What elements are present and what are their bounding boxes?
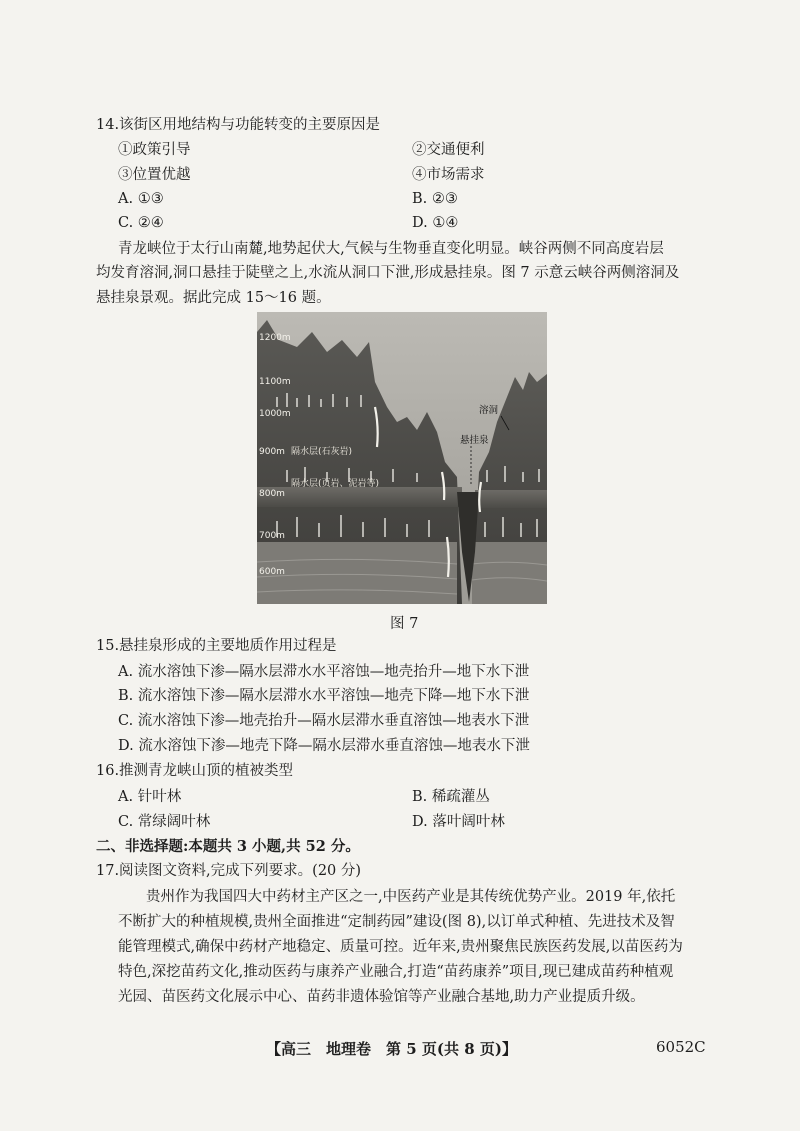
shale-layer-left: [257, 487, 462, 507]
q14-item-2: ②交通便利: [412, 142, 485, 158]
elevation-1100: 1100m: [259, 377, 291, 387]
elevation-800: 800m: [259, 489, 285, 499]
elevation-1200: 1200m: [259, 333, 291, 343]
figure-caption: 图 7: [390, 616, 419, 632]
q15-stem: 15.悬挂泉形成的主要地质作用过程是: [96, 638, 337, 654]
q16-option-d: D. 落叶阔叶林: [412, 814, 505, 830]
q14-option-c: C. ②④: [118, 215, 164, 231]
base-strata-right: [472, 542, 547, 604]
figure-7: [257, 312, 547, 604]
q15-option-a: A. 流水溶蚀下渗—隔水层滞水水平溶蚀—地壳抬升—地下水下泄: [118, 664, 530, 680]
q16-option-c: C. 常绿阔叶林: [118, 814, 211, 830]
elevation-600: 600m: [259, 567, 285, 577]
label-aquiclude-limestone: 隔水层(石灰岩): [291, 447, 353, 457]
canyon-illustration: [257, 312, 547, 604]
q14-item-1: ①政策引导: [118, 142, 191, 158]
q15-option-d: D. 流水溶蚀下渗—地壳下降—隔水层滞水垂直溶蚀—地表水下泄: [118, 738, 530, 754]
intro-line-2: 均发育溶洞,洞口悬挂于陡壁之上,水流从洞口下泄,形成悬挂泉。图 7 示意云峡谷两侧溶洞及: [96, 265, 680, 281]
base-strata-left: [257, 542, 457, 604]
label-aquiclude-shale: 隔水层(页岩、泥岩等): [291, 479, 380, 489]
q14-item-3: ③位置优越: [118, 167, 191, 183]
q17-line-4: 特色,深挖苗药文化,推动医药与康养产业融合,打造“苗药康养”项目,现已建成苗药种植观: [118, 964, 674, 980]
elevation-1000: 1000m: [259, 409, 291, 419]
intro-line-3: 悬挂泉景观。据此完成 15～16 题。: [96, 290, 331, 306]
page-footer: 【高三 地理卷 第 5 页(共 8 页)】: [266, 1040, 517, 1058]
label-cave: 溶洞: [479, 405, 499, 416]
intro-line-1: 青龙峡位于太行山南麓,地势起伏大,气候与生物垂直变化明显。峡谷两侧不同高度岩层: [118, 241, 664, 257]
q15-option-b: B. 流水溶蚀下渗—隔水层滞水水平溶蚀—地壳下降—地下水下泄: [118, 688, 530, 704]
shale-layer-right: [475, 490, 547, 508]
elevation-700: 700m: [259, 531, 285, 541]
q15-option-c: C. 流水溶蚀下渗—地壳抬升—隔水层滞水垂直溶蚀—地表水下泄: [118, 713, 530, 729]
q14-stem: 14.该街区用地结构与功能转变的主要原因是: [96, 117, 381, 133]
q14-option-d: D. ①④: [412, 215, 459, 231]
label-hanging-spring: 悬挂泉: [460, 435, 489, 446]
q17-line-3: 能管理模式,确保中药材产地稳定、质量可控。近年来,贵州聚焦民族医药发展,以苗医药为: [118, 939, 683, 955]
q17-line-2: 不断扩大的种植规模,贵州全面推进“定制药园”建设(图 8),以订单式种植、先进技术及智: [118, 914, 675, 930]
paper-code: 6052C: [656, 1038, 706, 1056]
q16-option-a: A. 针叶林: [118, 789, 182, 805]
section-2-heading: 二、非选择题:本题共 3 小题,共 52 分。: [96, 838, 360, 855]
q16-stem: 16.推测青龙峡山顶的植被类型: [96, 763, 294, 779]
q14-option-a: A. ①③: [118, 191, 164, 207]
elevation-900: 900m: [259, 447, 285, 457]
q16-option-b: B. 稀疏灌丛: [412, 789, 490, 805]
q17-line-1: 贵州作为我国四大中药材主产区之一,中医药产业是其传统优势产业。2019 年,依托: [146, 889, 676, 905]
q17-line-5: 光园、苗医药文化展示中心、苗药非遗体验馆等产业融合基地,助力产业提质升级。: [118, 989, 645, 1005]
q14-item-4: ④市场需求: [412, 167, 485, 183]
q17-stem: 17.阅读图文资料,完成下列要求。(20 分): [96, 863, 362, 879]
q14-option-b: B. ②③: [412, 191, 458, 207]
